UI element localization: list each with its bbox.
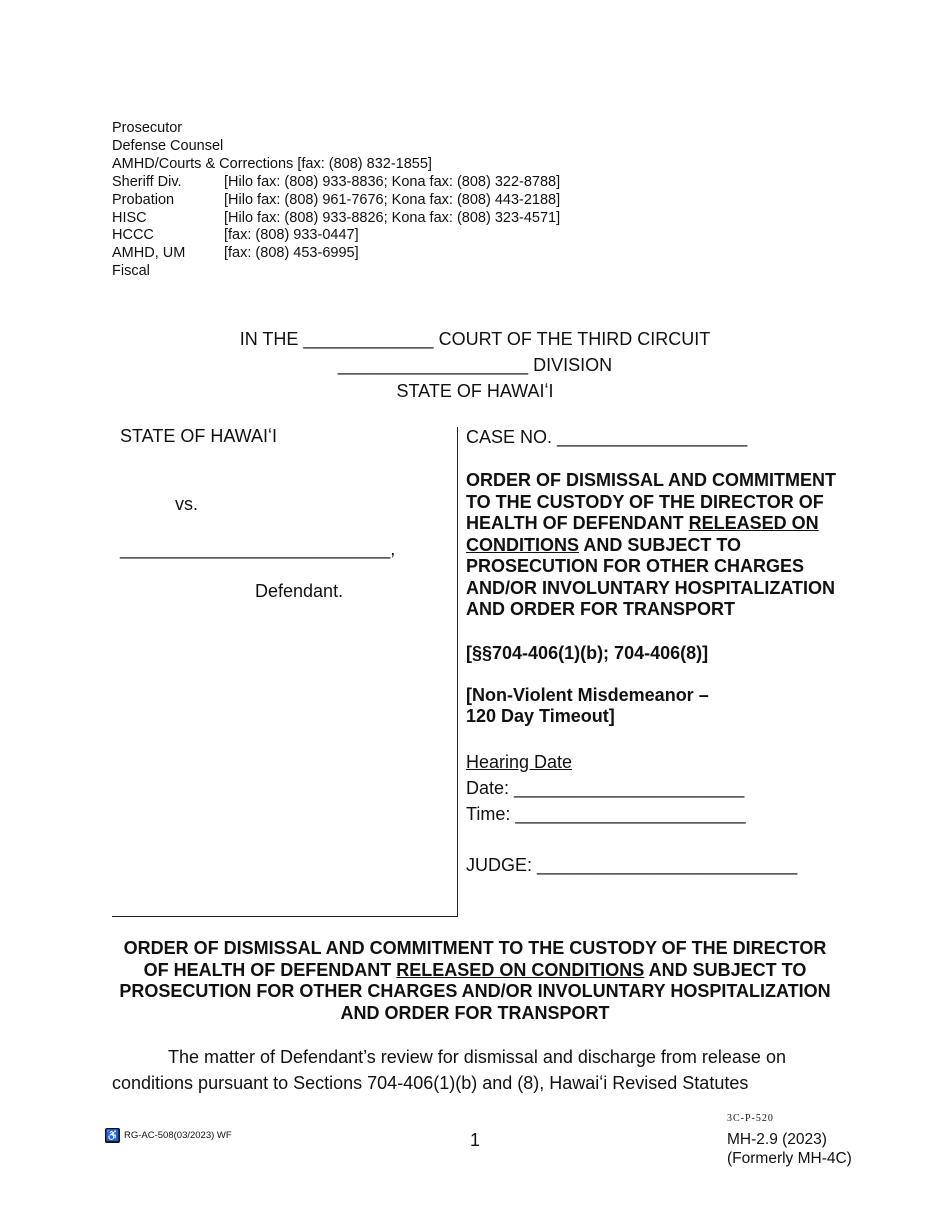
caption-right (466, 426, 836, 878)
hearing-date-heading: Hearing Date (466, 751, 573, 772)
order-title-underlined: RELEASED ON CONDITIONS (466, 513, 819, 555)
distribution-fiscal: Fiscal (112, 263, 150, 280)
distribution-row (112, 245, 560, 263)
caption-divider-horizontal (112, 916, 457, 917)
order-heading-text: AND SUBJECT TO PROSECUTION FOR OTHER CHARGES AND/OR INVOLUNTARY HOSPITALIZATION AND ORDER FOR TRANSPORT (119, 959, 831, 1023)
form-code: 3C-P-520 (727, 1113, 774, 1124)
distribution-row (112, 174, 560, 192)
distribution-label: Probation (112, 191, 175, 208)
distribution-list (112, 120, 560, 281)
distribution-label: HISC (112, 209, 147, 226)
versus-label: vs. (175, 494, 199, 514)
state-line: STATE OF HAWAIʻI (396, 381, 554, 401)
distribution-row (112, 210, 560, 228)
offense-category (466, 685, 836, 728)
form-id: MH-2.9 (2023) (727, 1131, 827, 1148)
distribution-defense-counsel: Defense Counsel (112, 137, 224, 154)
distribution-fax: [Hilo fax: (808) 961-7676; Kona fax: (808) 443-2188] (224, 191, 561, 208)
plaintiff-name: STATE OF HAWAIʻI (120, 426, 277, 446)
distribution-label: AMHD, UM (112, 245, 186, 262)
distribution-fax: [Hilo fax: (808) 933-8836; Kona fax: (808) 322-8788] (224, 173, 561, 190)
offense-category-line: 120 Day Timeout] (466, 706, 615, 726)
distribution-label: HCCC (112, 227, 154, 244)
body-paragraph-text: The matter of Defendant’s review for dismissal and discharge from release on conditions pursuant to Sections 704-406(1)(b) and (8), Hawaiʻi Revised Statutes (112, 1047, 786, 1093)
order-title-text: ORDER OF DISMISSAL AND COMMITMENT TO THE CUSTODY OF THE DIRECTOR OF HEALTH OF DEFENDANT (466, 470, 836, 533)
defendant-name-field: ___________________________, (120, 539, 396, 559)
caption-divider-vertical (457, 427, 458, 917)
formerly-id: (Formerly MH-4C) (727, 1150, 852, 1167)
hearing-date-field: Date: _______________________ (466, 777, 745, 798)
hearing-time-field: Time: _______________________ (466, 803, 746, 824)
statute-citation: [§§704-406(1)(b); 704-406(8)] (466, 642, 709, 663)
judge-field: JUDGE: __________________________ (466, 854, 798, 875)
rg-form-code: RG-AC-508(03/2023) WF (124, 1130, 232, 1141)
order-title-text: AND SUBJECT TO PROSECUTION FOR OTHER CHARGES AND/OR INVOLUNTARY HOSPITALIZATION AND ORDER FOR TRANSPORT (466, 534, 835, 619)
page-number: 1 (469, 1130, 480, 1150)
wheelchair-icon: ♿ (105, 1130, 120, 1142)
order-heading-underlined: RELEASED ON CONDITIONS (396, 959, 645, 980)
order-heading-text: ORDER OF DISMISSAL AND COMMITMENT TO THE CUSTODY OF THE DIRECTOR OF HEALTH OF DEFENDANT (123, 938, 827, 980)
division-line: ___________________ DIVISION (337, 355, 613, 375)
offense-category-line: [Non-Violent Misdemeanor – (466, 684, 709, 705)
distribution-fax: [fax: (808) 933-0447] (224, 227, 359, 244)
form-identifier (727, 1130, 852, 1168)
court-line: IN THE _____________ COURT OF THE THIRD CIRCUIT (239, 329, 711, 349)
court-heading (0, 326, 950, 404)
distribution-label: Sheriff Div. (112, 173, 182, 190)
distribution-row (112, 192, 560, 210)
distribution-fax: [fax: (808) 453-6995] (224, 245, 359, 262)
defendant-label: Defendant. (255, 581, 344, 601)
body-paragraph (112, 1044, 842, 1096)
case-number-field: CASE NO. ___________________ (466, 427, 748, 447)
order-title (466, 470, 836, 621)
distribution-amhd-courts: AMHD/Courts & Corrections [fax: (808) 832-1855] (112, 155, 432, 172)
distribution-row (112, 227, 560, 245)
distribution-prosecutor: Prosecutor (112, 120, 183, 136)
order-heading (112, 938, 838, 1024)
distribution-fax: [Hilo fax: (808) 933-8826; Kona fax: (808) 323-4571] (224, 209, 561, 226)
